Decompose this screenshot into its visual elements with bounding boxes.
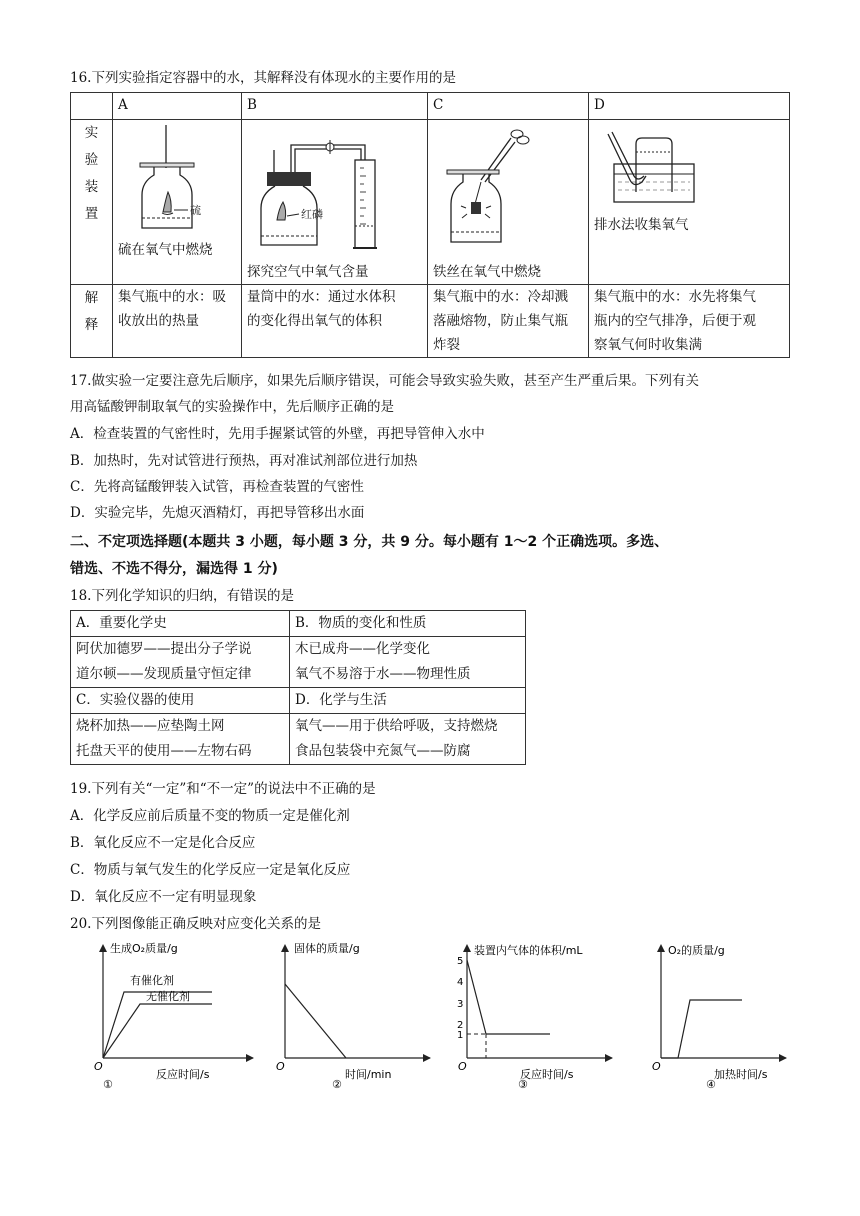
caption-a: 硫在氧气中燃烧 bbox=[118, 242, 213, 258]
graph-2-origin: O bbox=[276, 1060, 285, 1073]
graph-2-number: ② bbox=[332, 1078, 342, 1090]
graph-2-xlabel: 时间/min bbox=[345, 1068, 392, 1081]
graph-1-xlabel: 反应时间/s bbox=[156, 1068, 210, 1081]
graph-1-number: ① bbox=[103, 1078, 113, 1090]
row-label-apparatus: 实 验 装 置 bbox=[71, 120, 113, 285]
header-a: A bbox=[113, 93, 242, 120]
graph-1-legend-catalyst: 有催化剂 bbox=[130, 974, 174, 987]
graph-2 bbox=[270, 940, 445, 1090]
q17-option-d: D．实验完毕，先熄灭酒精灯，再把导管移出水面 bbox=[70, 505, 365, 521]
q17-stem-line1: 17.做实验一定要注意先后顺序，如果先后顺序错误，可能会导致实验失败，甚至产生严重后果。下列有关 bbox=[70, 373, 699, 389]
sulfur-bottle-figure bbox=[118, 120, 236, 235]
explanation-d: 集气瓶中的水：水先将集气 瓶内的空气排净，后便于观 察氧气何时收集满 bbox=[589, 285, 790, 358]
caption-d: 排水法收集氧气 bbox=[594, 217, 689, 233]
q18-table bbox=[70, 610, 526, 765]
q19-option-b: B．氧化反应不一定是化合反应 bbox=[70, 835, 256, 851]
q17-option-c: C．先将高锰酸钾装入试管，再检查装置的气密性 bbox=[70, 479, 364, 495]
graph-1-ylabel: 生成O₂质量/g bbox=[110, 942, 178, 955]
header-c: C bbox=[428, 93, 589, 120]
explanation-a: 集气瓶中的水：吸 收放出的热量 bbox=[113, 285, 242, 358]
corner-cell bbox=[71, 93, 113, 120]
section2-heading-line1: 二、不定项选择题(本题共 3 小题，每小题 3 分，共 9 分。每小题有 1～2 个正确选项。多选、 bbox=[70, 534, 669, 550]
q18-cell-c-head: C．实验仪器的使用 bbox=[71, 688, 290, 714]
graph-4 bbox=[646, 940, 826, 1090]
graph-1-line-no-catalyst bbox=[103, 1004, 212, 1058]
q19-option-d: D．氧化反应不一定有明显现象 bbox=[70, 889, 257, 905]
q18-cell-d-head: D．化学与生活 bbox=[290, 688, 526, 714]
row-label-explanation: 解 释 bbox=[71, 285, 113, 358]
graph-1 bbox=[88, 940, 263, 1090]
graph-3-line bbox=[467, 960, 550, 1034]
graph-3-ylabel: 装置内气体的体积/mL bbox=[474, 944, 583, 957]
explanation-b: 量筒中的水：通过水体积 的变化得出氧气的体积 bbox=[242, 285, 428, 358]
explanation-c: 集气瓶中的水：冷却溅 落融熔物，防止集气瓶 炸裂 bbox=[428, 285, 589, 358]
graph-1-origin: O bbox=[94, 1060, 103, 1073]
iron-wire-figure bbox=[433, 120, 583, 255]
graph-4-ylabel: O₂的质量/g bbox=[668, 944, 725, 957]
q16-stem: 16.下列实验指定容器中的水，其解释没有体现水的主要作用的是 bbox=[70, 70, 456, 86]
graph-4-number: ④ bbox=[706, 1078, 716, 1090]
q16-table bbox=[70, 92, 790, 358]
graph-3-tick-3: 3 bbox=[457, 999, 464, 1010]
water-collection-figure bbox=[594, 120, 784, 210]
caption-c: 铁丝在氧气中燃烧 bbox=[433, 264, 541, 280]
q18-stem: 18.下列化学知识的归纳，有错误的是 bbox=[70, 588, 294, 604]
header-b: B bbox=[242, 93, 428, 120]
graph-3-tick-4: 4 bbox=[457, 977, 464, 988]
apparatus-a bbox=[113, 120, 242, 285]
apparatus-b bbox=[242, 120, 428, 285]
q17-option-b: B．加热时，先对试管进行预热，再对准试剂部位进行加热 bbox=[70, 453, 418, 469]
graph-3-number: ③ bbox=[518, 1078, 528, 1090]
graph-2-line bbox=[285, 984, 346, 1058]
graph-4-origin: O bbox=[652, 1060, 661, 1073]
q18-cell-b-head: B．物质的变化和性质 bbox=[290, 611, 526, 637]
graph-3-origin: O bbox=[458, 1060, 467, 1073]
q18-cell-a-head: A．重要化学史 bbox=[71, 611, 290, 637]
graph-2-ylabel: 固体的质量/g bbox=[294, 942, 360, 955]
q19-option-c: C．物质与氧气发生的化学反应一定是氧化反应 bbox=[70, 862, 351, 878]
q17-stem-line2: 用高锰酸钾制取氧气的实验操作中，先后顺序正确的是 bbox=[70, 399, 394, 415]
graph-3-tick-5: 5 bbox=[457, 956, 464, 967]
section2-heading-line2: 错选、不选不得分，漏选得 1 分) bbox=[70, 561, 278, 577]
graph-3-xlabel: 反应时间/s bbox=[520, 1068, 574, 1081]
graph-3-tick-1: 1 bbox=[457, 1030, 464, 1041]
q18-cell-b-body: 木已成舟——化学变化 氧气不易溶于水——物理性质 bbox=[290, 637, 526, 688]
graph-1-legend-no-catalyst: 无催化剂 bbox=[146, 990, 190, 1003]
svg-text:红磷: 红磷 bbox=[301, 208, 323, 221]
graph-3-tick-2: 2 bbox=[457, 1020, 464, 1031]
caption-b: 探究空气中氧气含量 bbox=[247, 264, 369, 280]
svg-text:硫: 硫 bbox=[190, 204, 201, 217]
q19-stem: 19.下列有关“一定”和“不一定”的说法中不正确的是 bbox=[70, 781, 376, 797]
q18-cell-d-body: 氧气——用于供给呼吸，支持燃烧 食品包装袋中充氮气——防腐 bbox=[290, 714, 526, 765]
phosphorus-oxygen-figure bbox=[247, 120, 422, 255]
graph-3 bbox=[452, 940, 632, 1090]
apparatus-d bbox=[589, 120, 790, 285]
q19-option-a: A．化学反应前后质量不变的物质一定是催化剂 bbox=[70, 808, 350, 824]
graph-4-line bbox=[661, 1000, 742, 1058]
apparatus-c bbox=[428, 120, 589, 285]
q18-cell-c-body: 烧杯加热——应垫陶土网 托盘天平的使用——左物右码 bbox=[71, 714, 290, 765]
q18-cell-a-body: 阿伏加德罗——提出分子学说 道尔顿——发现质量守恒定律 bbox=[71, 637, 290, 688]
graph-4-xlabel: 加热时间/s bbox=[714, 1068, 768, 1081]
q20-stem: 20.下列图像能正确反映对应变化关系的是 bbox=[70, 916, 321, 932]
header-d: D bbox=[589, 93, 790, 120]
q17-option-a: A．检查装置的气密性时，先用手握紧试管的外壁，再把导管伸入水中 bbox=[70, 426, 485, 442]
